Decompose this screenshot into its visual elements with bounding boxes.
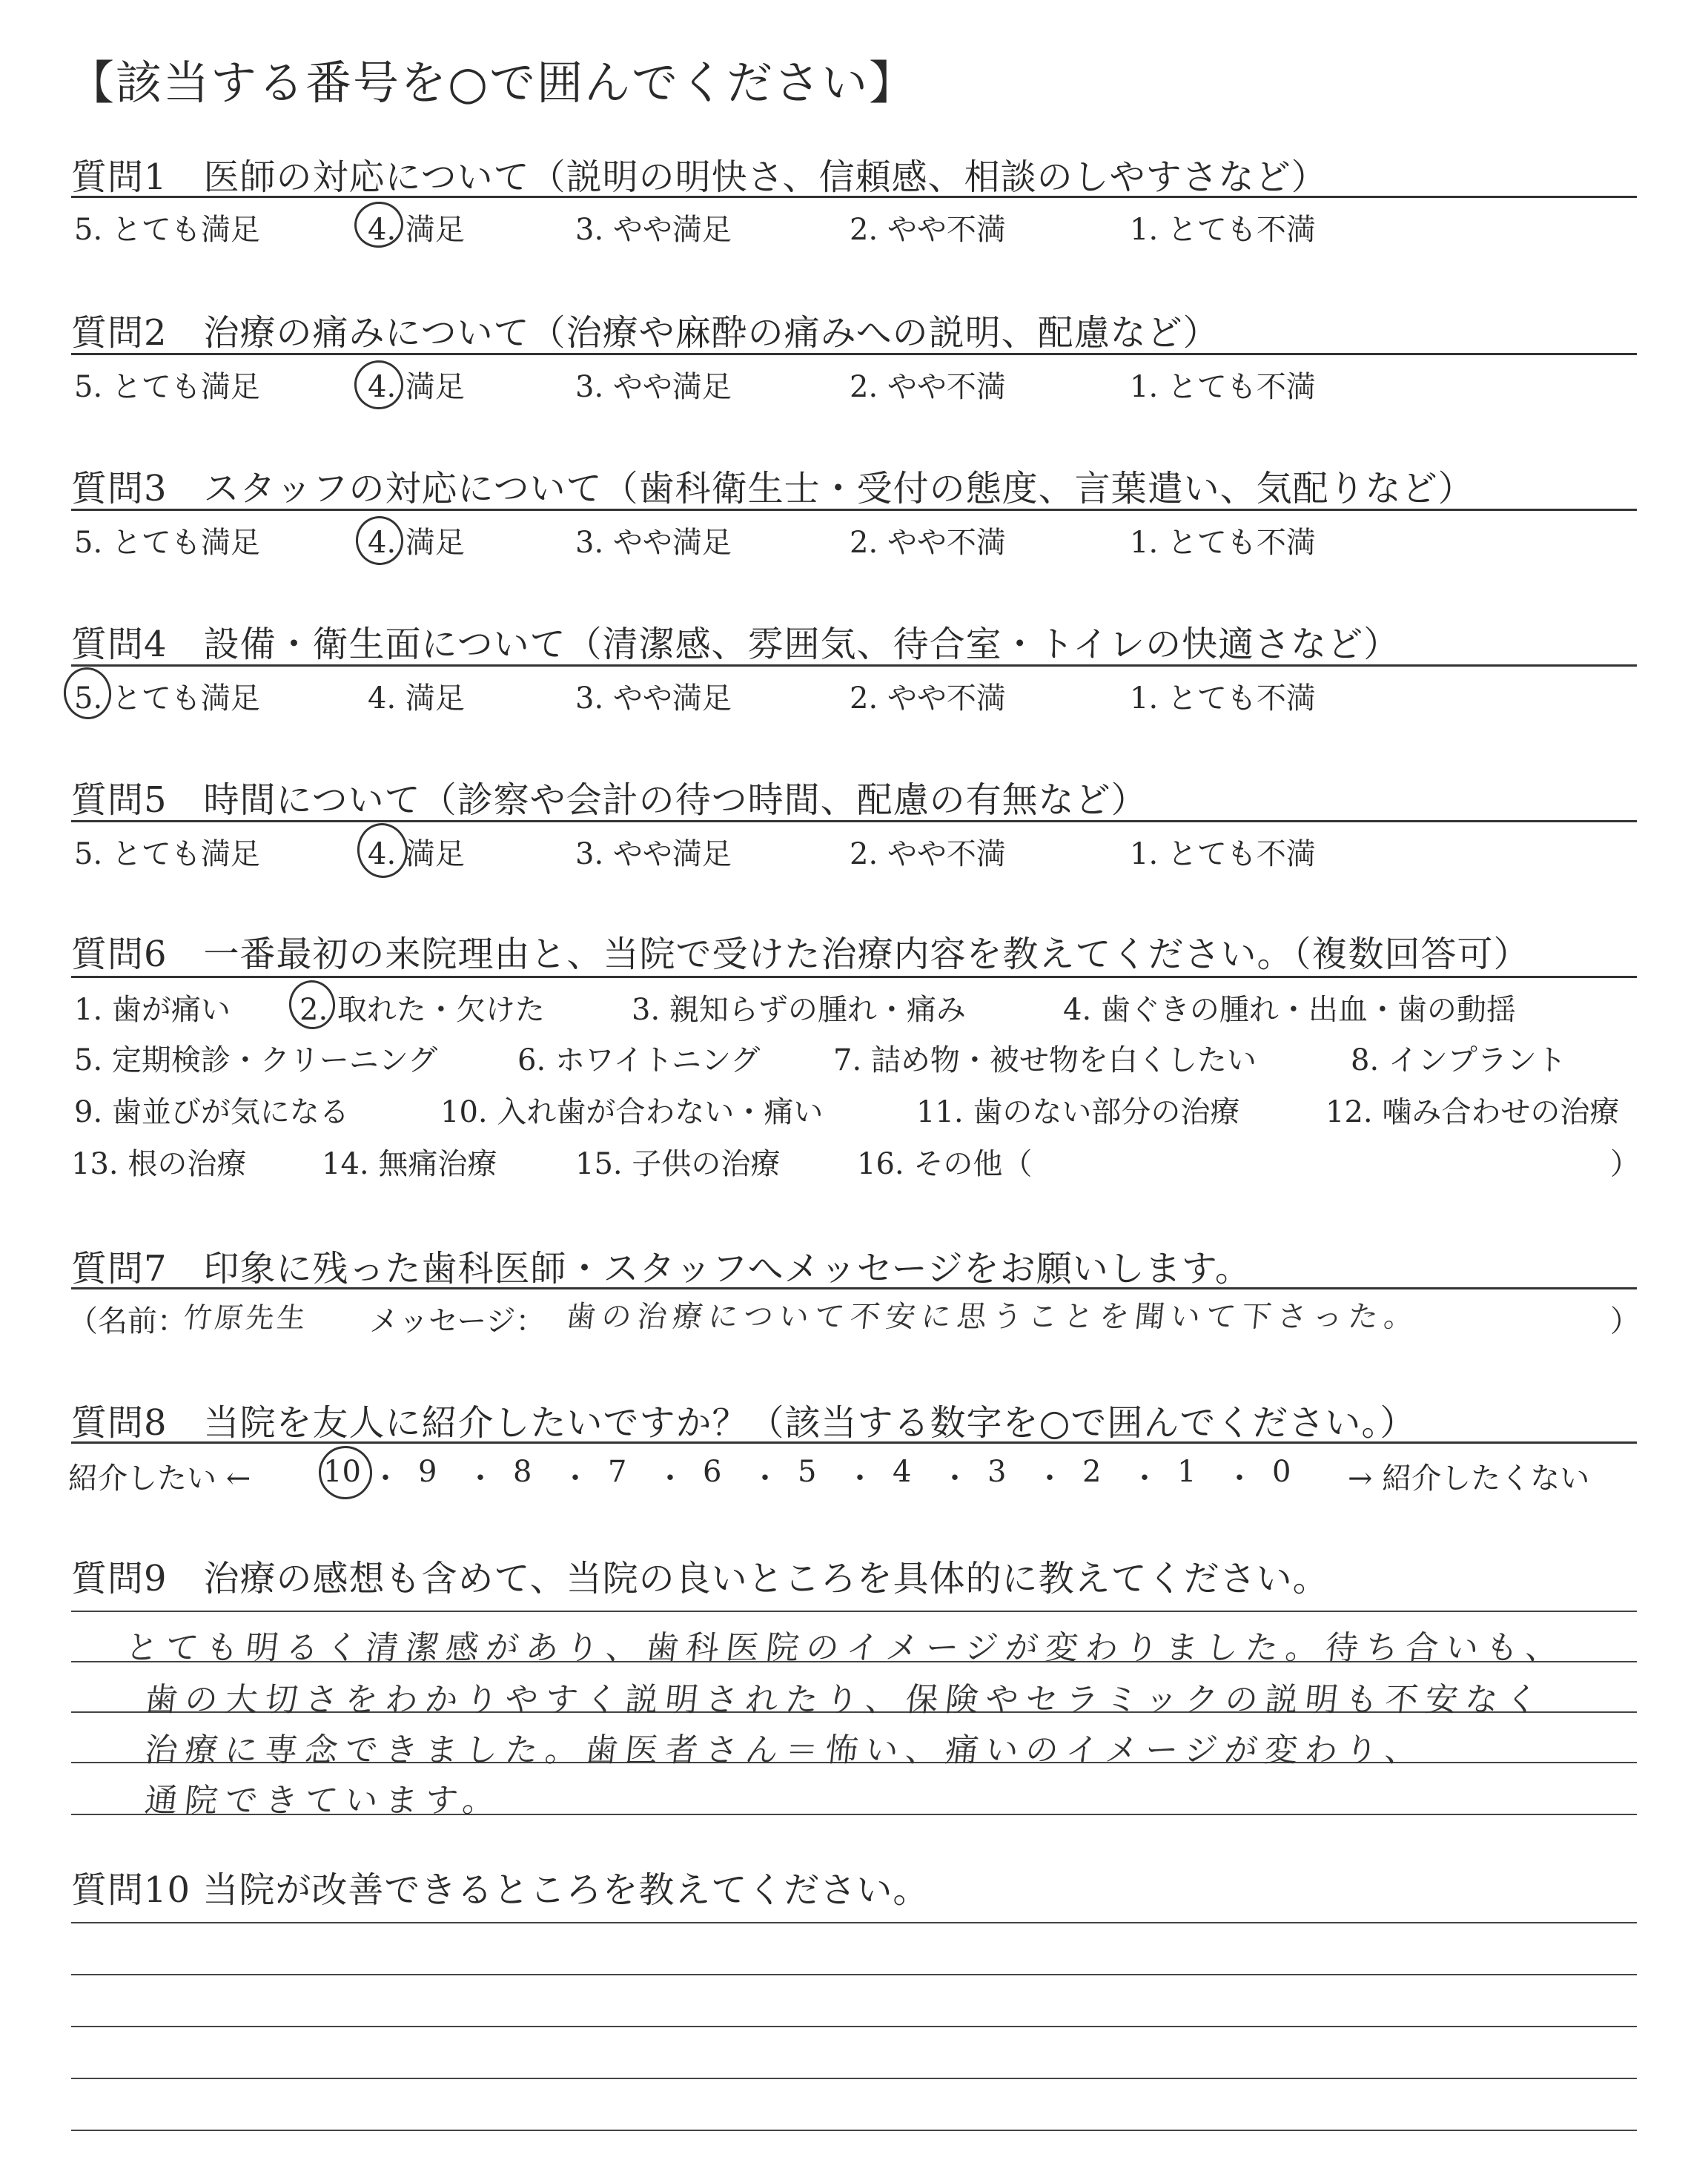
scale-number-10[interactable]: 10 (323, 1455, 361, 1489)
option-4[interactable]: 4. 満足 (368, 213, 465, 247)
reason-option[interactable]: 5. 定期検診・クリーニング (74, 1043, 438, 1077)
question-title: 質問9 治療の感想も含めて、当院の良いところを具体的に教えてください。 (71, 1558, 1329, 1599)
form-header: 【該当する番号を○で囲んでください】 (68, 56, 917, 110)
option-2[interactable]: 2. やや不満 (850, 370, 1006, 404)
divider (71, 509, 1637, 511)
scale-number-5[interactable]: 5 (798, 1455, 817, 1489)
scale-dot: ・ (940, 1462, 970, 1496)
answer-line-blank[interactable] (71, 1922, 1637, 1923)
divider (71, 820, 1637, 822)
option-1[interactable]: 1. とても不満 (1130, 370, 1316, 404)
divider (71, 1287, 1637, 1289)
option-3[interactable]: 3. やや満足 (575, 370, 732, 404)
scale-dot: ・ (466, 1462, 495, 1496)
scale-dot: ・ (371, 1462, 400, 1496)
reason-option[interactable]: 9. 歯並びが気になる (74, 1095, 349, 1129)
option-2[interactable]: 2. やや不満 (850, 681, 1006, 716)
reason-option[interactable]: 4. 歯ぐきの腫れ・出血・歯の動揺 (1063, 993, 1516, 1027)
option-4[interactable]: 4. 満足 (368, 837, 465, 871)
option-1[interactable]: 1. とても不満 (1130, 837, 1316, 871)
option-4[interactable]: 4. 満足 (368, 681, 465, 716)
scale-left-label: 紹介したい ← (68, 1462, 251, 1496)
question-title: 質問3 スタッフの対応について（歯科衛生士・受付の態度、言葉遣い、気配りなど） (71, 468, 1474, 509)
question-title: 質問1 医師の対応について（説明の明快さ、信頼感、相談のしやすさなど） (71, 156, 1328, 198)
close-paren: ） (1610, 1147, 1640, 1181)
name-label: （名前： (68, 1304, 187, 1338)
reason-option[interactable]: 7. 詰め物・被せ物を白くしたい (833, 1043, 1257, 1077)
divider (71, 196, 1637, 198)
divider (71, 1611, 1637, 1612)
scale-number-7[interactable]: 7 (608, 1455, 627, 1489)
reason-option[interactable]: 2. 取れた・欠けた (299, 993, 545, 1027)
option-2[interactable]: 2. やや不満 (850, 213, 1006, 247)
scale-number-3[interactable]: 3 (987, 1455, 1007, 1489)
option-5[interactable]: 5. とても満足 (74, 213, 260, 247)
scale-number-9[interactable]: 9 (418, 1455, 437, 1489)
name-value[interactable]: 竹原先生 (182, 1301, 310, 1334)
question-title: 質問4 設備・衛生面について（清潔感、雰囲気、待合室・トイレの快適さなど） (71, 624, 1400, 665)
divider (71, 976, 1637, 978)
option-1[interactable]: 1. とても不満 (1130, 213, 1316, 247)
reason-option[interactable]: 11. 歯のない部分の治療 (916, 1095, 1240, 1129)
selection-circle (315, 1442, 375, 1502)
option-3[interactable]: 3. やや満足 (575, 526, 732, 560)
scale-dot: ・ (750, 1462, 780, 1496)
option-3[interactable]: 3. やや満足 (575, 837, 732, 871)
option-5[interactable]: 5. とても満足 (74, 837, 260, 871)
question-title: 質問5 時間について（診察や会計の待つ時間、配慮の有無など） (71, 779, 1148, 821)
scale-dot: ・ (655, 1462, 685, 1496)
answer-line[interactable]: 通院できています。 (142, 1782, 505, 1820)
question-title: 質問7 印象に残った歯科医師・スタッフへメッセージをお願いします。 (71, 1248, 1251, 1289)
scale-dot: ・ (1130, 1462, 1159, 1496)
answer-line-blank[interactable] (71, 2026, 1637, 2027)
divider (71, 664, 1637, 667)
answer-line[interactable]: 治療に専念できました。歯医者さん＝怖い、痛いのイメージが変わり、 (142, 1731, 1427, 1769)
question-title: 質問6 一番最初の来院理由と、当院で受けた治療内容を教えてください。（複数回答可） (71, 934, 1530, 975)
answer-line[interactable]: 歯の大切さをわかりやすく説明されたり、保険やセラミックの説明も不安なく (142, 1681, 1548, 1719)
scale-dot: ・ (1225, 1462, 1254, 1496)
scale-number-1[interactable]: 1 (1177, 1455, 1196, 1489)
option-5[interactable]: 5. とても満足 (74, 526, 260, 560)
divider (71, 353, 1637, 355)
reason-option-other[interactable]: 16. その他（ (857, 1147, 1033, 1181)
scale-number-6[interactable]: 6 (703, 1455, 722, 1489)
message-label: メッセージ： (369, 1304, 546, 1338)
option-2[interactable]: 2. やや不満 (850, 526, 1006, 560)
scale-right-label: → 紹介したくない (1348, 1462, 1590, 1496)
answer-line-blank[interactable] (71, 2078, 1637, 2079)
scale-number-0[interactable]: 0 (1272, 1455, 1291, 1489)
scale-dot: ・ (845, 1462, 875, 1496)
option-3[interactable]: 3. やや満足 (575, 213, 732, 247)
question-title: 質問10 当院が改善できるところを教えてください。 (71, 1869, 930, 1911)
reason-option[interactable]: 14. 無痛治療 (322, 1147, 497, 1181)
divider (71, 1441, 1637, 1444)
answer-line-blank[interactable] (71, 2130, 1637, 2131)
reason-option[interactable]: 10. 入れ歯が合わない・痛い (440, 1095, 824, 1129)
option-4[interactable]: 4. 満足 (368, 370, 465, 404)
reason-option[interactable]: 3. 親知らずの腫れ・痛み (632, 993, 966, 1027)
scale-number-4[interactable]: 4 (893, 1455, 912, 1489)
option-3[interactable]: 3. やや満足 (575, 681, 732, 716)
reason-option[interactable]: 6. ホワイトニング (517, 1043, 761, 1077)
question-title: 質問8 当院を友人に紹介したいですか？（該当する数字を○で囲んでください。） (71, 1402, 1417, 1444)
option-1[interactable]: 1. とても不満 (1130, 681, 1316, 716)
question-title: 質問2 治療の痛みについて（治療や麻酔の痛みへの説明、配慮など） (71, 312, 1219, 354)
option-1[interactable]: 1. とても不満 (1130, 526, 1316, 560)
reason-option[interactable]: 13. 根の治療 (71, 1147, 247, 1181)
scale-number-2[interactable]: 2 (1082, 1455, 1102, 1489)
reason-option[interactable]: 8. インプラント (1351, 1043, 1566, 1077)
reason-option[interactable]: 15. 子供の治療 (575, 1147, 781, 1181)
close-paren: ） (1610, 1304, 1640, 1338)
scale-number-8[interactable]: 8 (513, 1455, 532, 1489)
option-2[interactable]: 2. やや不満 (850, 837, 1006, 871)
option-5[interactable]: 5. とても満足 (74, 370, 260, 404)
message-value[interactable]: 歯の治療について不安に思うことを聞いて下さった。 (564, 1300, 1422, 1334)
scale-dot: ・ (1035, 1462, 1065, 1496)
answer-line-blank[interactable] (71, 1974, 1637, 1975)
option-4[interactable]: 4. 満足 (368, 526, 465, 560)
answer-line[interactable]: とても明るく清潔感があり、歯科医院のイメージが変わりました。待ち合いも、 (123, 1629, 1568, 1667)
scale-dot: ・ (560, 1462, 590, 1496)
reason-option[interactable]: 1. 歯が痛い (74, 993, 231, 1027)
option-5[interactable]: 5. とても満足 (74, 681, 260, 716)
reason-option[interactable]: 12. 噛み合わせの治療 (1325, 1095, 1620, 1129)
